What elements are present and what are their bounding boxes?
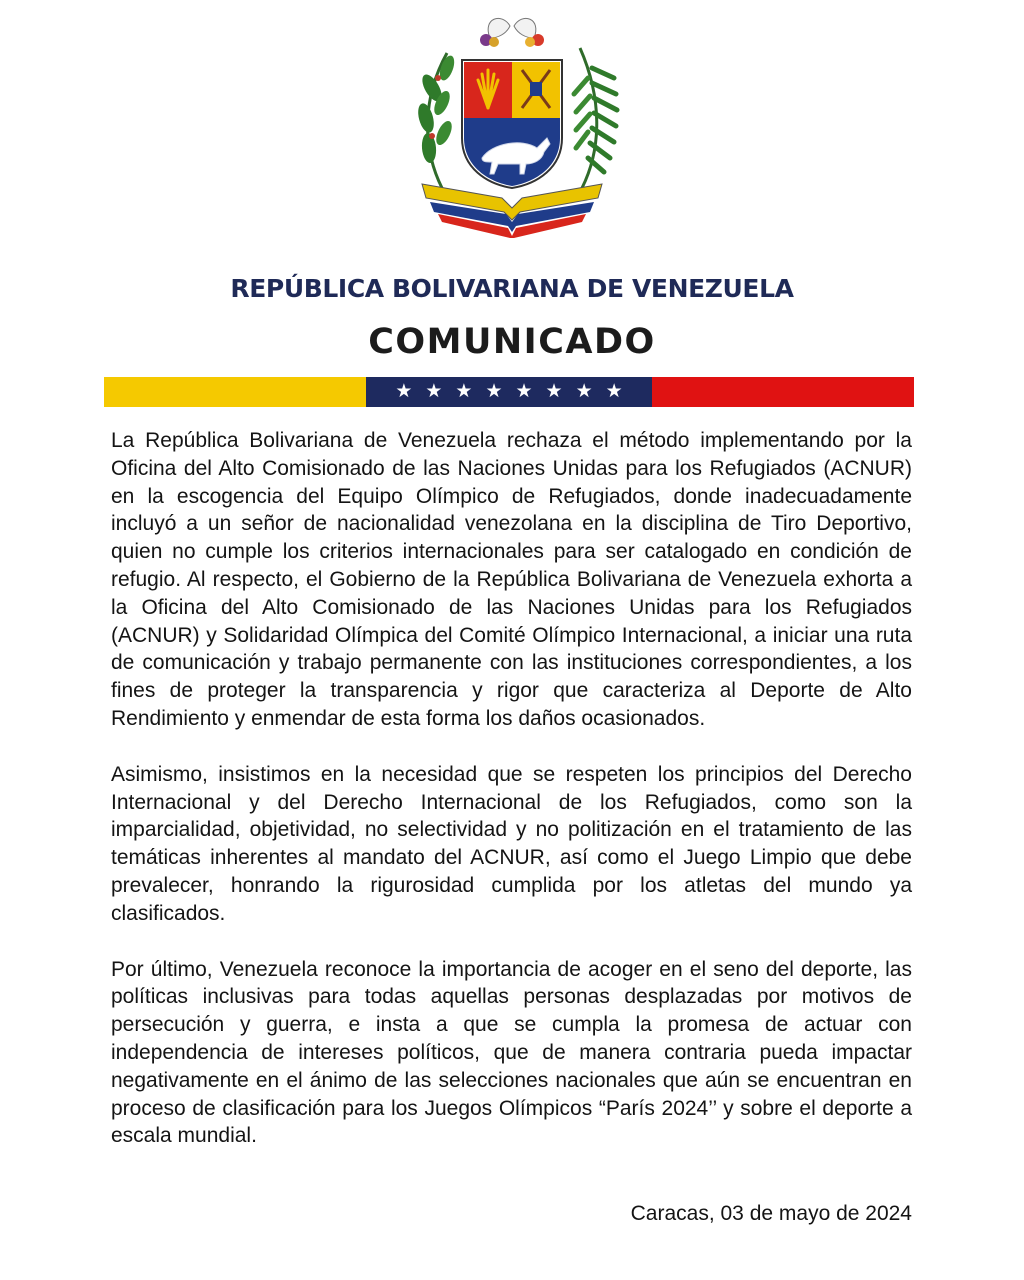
place-and-date: Caracas, 03 de mayo de 2024 [630,1202,912,1225]
cornucopias-icon [480,18,544,47]
star-icon: ★ [485,381,503,402]
flag-yellow-stripe [104,377,366,407]
body-paragraph: Asimismo, insistimos en la necesidad que se respeten los principios del Derecho Internacional y del Derecho Internacional de los Refugiados, como son la imparcialidad, objetividad, no selectividad y no politización en el tratamiento de las temáticas inherentes al mandato del ACNUR, así como el Juego Limpio que debe prevalecer, honrando la rigurosidad cumplida por los atletas del mundo ya clasificados. [111,762,912,925]
star-icon: ★ [545,381,563,402]
body-paragraph: Por último, Venezuela reconoce la importancia de acoger en el seno del deporte, las políticas inclusivas para todas aquellas personas desplazadas por motivos de persecución y guerra, e insta a que se cumpla la promesa de actuar con independencia de intereses políticos, que de manera contraria pueda impactar negativamente en el ánimo de las selecciones nacionales que aún se encuentran en proceso de clasificación para los Juegos Olímpicos “París 2024’’ y sobre el deporte a escala mundial. [111,957,912,1148]
flag-band [104,377,914,407]
ribbon-icon [422,184,602,238]
laurel-branch-icon [415,53,457,188]
document-type-heading: COMUNICADO [368,322,656,362]
body-paragraph: La República Bolivariana de Venezuela rechaza el método implementando por la Oficina del Alto Comisionado de las Naciones Unidas para los Refugiados (ACNUR) en la escogencia del Equipo Olímpico de Refugiados, donde inadecuadamente incluyó a un señor de nacionalidad venezolana en la disciplina de Tiro Deportivo, quien no cumple los criterios internacionales para ser catalogado en condición de refugio. Al respecto, el Gobierno de la República Bolivariana de Venezuela exhorta a la Oficina del Alto Comisionado de las Naciones Unidas para los Refugiados (ACNUR) y Solidaridad Olímpica del Comité Olímpico Internacional, a iniciar una ruta de comunicación y trabajo permanente con las instituciones correspondientes, a los fines de proteger la transparencia y rigor que caracteriza al Deporte de Alto Rendimiento y enmendar de esta forma los daños ocasionados. [111,429,912,730]
coat-of-arms-emblem [402,8,622,248]
republic-title: REPÚBLICA BOLIVARIANA DE VENEZUELA [230,274,794,303]
shield-icon [462,60,562,188]
star-icon: ★ [515,381,533,402]
star-icon: ★ [455,381,473,402]
statement-body [111,427,912,1178]
star-icon: ★ [605,381,623,402]
palm-branch-icon [574,48,617,188]
flag-red-stripe [652,377,914,407]
flag-blue-stripe [366,377,652,407]
star-icon: ★ [425,381,443,402]
star-icon: ★ [575,381,593,402]
star-icon: ★ [395,381,413,402]
